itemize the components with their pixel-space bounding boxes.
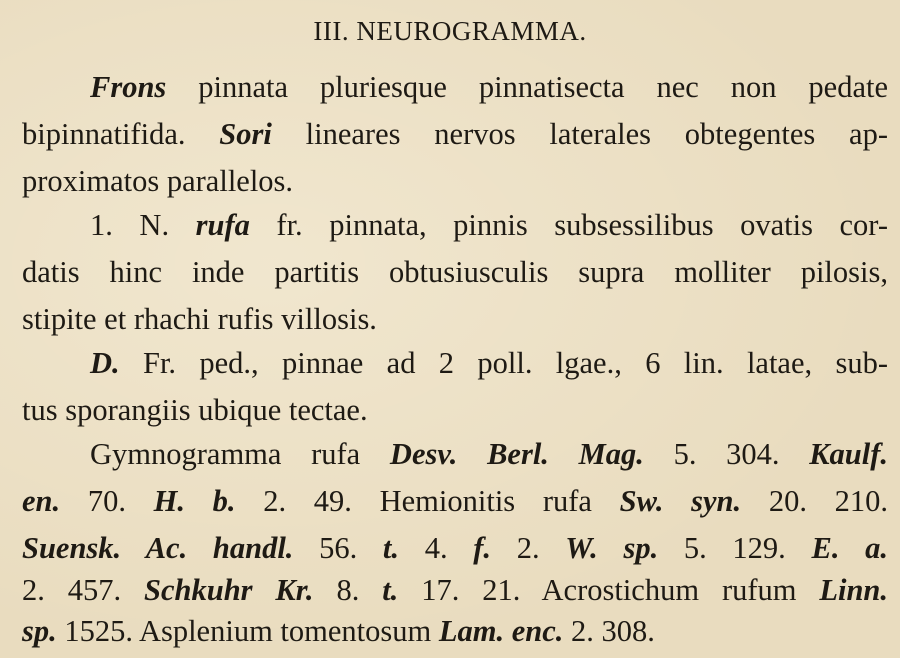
reference: t. [382, 573, 399, 607]
text-line [22, 531, 888, 565]
text-line [22, 302, 888, 336]
text-span: 4. [399, 531, 474, 565]
reference: f. [473, 531, 492, 565]
term-sori: Sori [219, 117, 272, 151]
text-span: 56. [293, 531, 383, 565]
reference: Suensk. Ac. handl. [22, 531, 294, 565]
text-line [90, 346, 888, 380]
text-line [90, 437, 888, 471]
text-span: 5. 129. [658, 531, 812, 565]
description-marker: D. [90, 346, 120, 380]
reference: H. b. [153, 484, 236, 518]
reference: Linn. [819, 573, 889, 607]
text-span: 2. 49. Hemionitis rufa [235, 484, 620, 518]
text-line [22, 255, 888, 289]
text-span: Fr. ped., pinnae ad 2 poll. lgae., 6 lin. latae, sub- [119, 346, 888, 380]
text-line [22, 164, 888, 198]
reference: sp. [22, 614, 57, 648]
text-span: datis hinc inde partitis obtusiusculis supra molliter pilosis, [22, 255, 888, 289]
text-span: 2. 308. [563, 614, 655, 648]
text-span: tus sporangiis ubique tectae. [22, 393, 368, 427]
text-span: proximatos parallelos. [22, 164, 294, 198]
text-line [22, 573, 888, 607]
text-span: 1. N. [90, 208, 196, 242]
text-span: fr. pinnata, pinnis subsessilibus ovatis cor- [249, 208, 889, 242]
reference: Schkuhr Kr. [144, 573, 314, 607]
section-heading: III. NEUROGRAMMA. [313, 16, 587, 46]
text-span: Gymnogramma rufa [90, 437, 390, 471]
text-span: bipinnatifida. [22, 117, 220, 151]
text-span: stipite et rhachi rufis villosis. [22, 302, 377, 336]
text-span: 2. [491, 531, 566, 565]
text-span: 70. [60, 484, 154, 518]
term-frons: Frons [90, 70, 167, 104]
text-line [90, 208, 888, 242]
text-line [22, 614, 888, 648]
text-line [22, 393, 888, 427]
text-span: 2. 457. [22, 573, 145, 607]
reference: en. [22, 484, 61, 518]
text-line [22, 484, 888, 518]
reference: Sw. syn. [619, 484, 742, 518]
text-span: 8. [313, 573, 383, 607]
text-span: 1525. Asplenium tomentosum [56, 614, 439, 648]
text-line [90, 70, 888, 104]
species-name: rufa [195, 208, 250, 242]
text-span: 20. 210. [741, 484, 888, 518]
text-span: 17. 21. Acrostichum rufum [398, 573, 820, 607]
reference: E. a. [811, 531, 889, 565]
reference: W. sp. [565, 531, 659, 565]
text-span: pinnata pluriesque pinnatisecta nec non pedate [166, 70, 888, 104]
reference: Lam. enc. [438, 614, 564, 648]
reference: t. [382, 531, 400, 565]
text-span: 5. 304. [643, 437, 810, 471]
text-span: lineares nervos laterales obtegentes ap- [271, 117, 888, 151]
reference: Desv. Berl. Mag. [389, 437, 644, 471]
reference: Kaulf. [809, 437, 889, 471]
text-line [22, 117, 888, 151]
